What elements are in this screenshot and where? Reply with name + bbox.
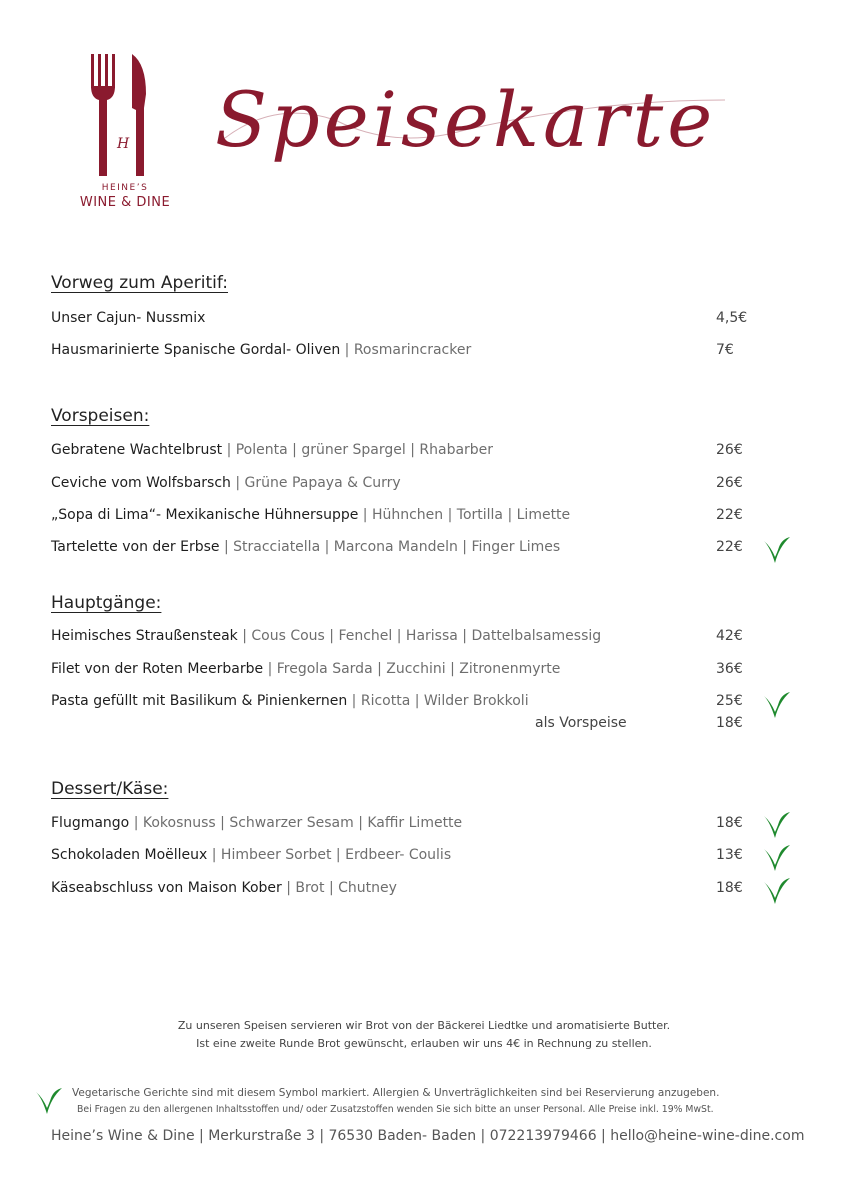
item-price: 36€ <box>716 661 743 677</box>
item-price: 25€ <box>716 693 743 709</box>
item-price: 18€ <box>716 880 743 896</box>
section-title-dessert: Dessert/Käse: <box>51 779 169 799</box>
item-name: Käseabschluss von Maison Kober <box>51 880 282 896</box>
item-name: Pasta gefüllt mit Basilikum & Pinienkernen <box>51 693 348 709</box>
brand-name-line1: HEINE’S <box>101 183 149 193</box>
menu-item <box>51 661 560 677</box>
legend-line1: Vegetarische Gerichte sind mit diesem Symbol markiert. Allergien & Unverträglichkeiten sind bei Reservierung anzugeben. <box>72 1087 720 1099</box>
menu-item <box>51 628 601 644</box>
menu-item <box>51 539 560 555</box>
menu-item <box>51 815 462 831</box>
brand-logo <box>70 50 180 215</box>
item-price: 26€ <box>716 442 743 458</box>
item-name: Schokoladen Moëlleux <box>51 847 208 863</box>
item-name: Gebratene Wachtelbrust <box>51 442 223 458</box>
menu-item <box>51 475 401 491</box>
menu-item <box>51 693 529 709</box>
section-title-hauptgaenge: Hauptgänge: <box>51 593 162 613</box>
vegetarian-leaf-icon <box>34 1084 64 1116</box>
item-price: 13€ <box>716 847 743 863</box>
menu-item <box>51 342 471 358</box>
item-name: Tartelette von der Erbse <box>51 539 220 555</box>
item-price: 18€ <box>716 815 743 831</box>
item-name: Hausmarinierte Spanische Gordal- Oliven <box>51 342 341 358</box>
page-title-text: Speisekarte <box>215 75 717 164</box>
item-description: | Fregola Sarda | Zucchini | Zitronenmyrte <box>263 661 561 677</box>
menu-item <box>51 880 397 896</box>
vegetarian-leaf-icon <box>762 688 792 720</box>
item-alt-label: als Vorspeise <box>535 715 627 731</box>
item-description: | Himbeer Sorbet | Erdbeer- Coulis <box>207 847 452 863</box>
item-description: | Kokosnuss | Schwarzer Sesam | Kaffir Limette <box>129 815 463 831</box>
item-alt-price: 18€ <box>716 715 743 731</box>
menu-item <box>51 847 451 863</box>
item-name: Flugmango <box>51 815 130 831</box>
item-name: Heimisches Straußensteak <box>51 628 238 644</box>
footer-contact: Heine’s Wine & Dine | Merkurstraße 3 | 76530 Baden- Baden | 072213979466 | hello@heine-wine-dine.com <box>51 1128 805 1144</box>
item-name: „Sopa di Lima“- Mexikanische Hühnersuppe <box>51 507 359 523</box>
item-description: | Rosmarincracker <box>340 342 472 358</box>
item-price: 4,5€ <box>716 310 748 326</box>
item-description: | Grüne Papaya & Curry <box>230 475 401 491</box>
item-name: Unser Cajun- Nussmix <box>51 310 206 326</box>
item-price: 42€ <box>716 628 743 644</box>
item-price: 22€ <box>716 539 743 555</box>
item-price: 7€ <box>716 342 734 358</box>
section-title-aperitif: Vorweg zum Aperitif: <box>51 273 229 293</box>
item-price: 22€ <box>716 507 743 523</box>
item-description: | Brot | Chutney <box>281 880 397 896</box>
item-description: | Polenta | grüner Spargel | Rhabarber <box>222 442 494 458</box>
bread-note-line2: Ist eine zweite Runde Brot gewünscht, erlauben wir uns 4€ in Rechnung zu stellen. <box>196 1037 652 1050</box>
item-description: | Stracciatella | Marcona Mandeln | Finger Limes <box>219 539 561 555</box>
vegetarian-leaf-icon <box>762 874 792 906</box>
bread-note-line1: Zu unseren Speisen servieren wir Brot von der Bäckerei Liedtke und aromatisierte Butter. <box>177 1019 671 1032</box>
section-title-vorspeisen: Vorspeisen: <box>51 406 150 426</box>
item-description: | Cous Cous | Fenchel | Harissa | Dattelbalsamessig <box>237 628 602 644</box>
fork-knife-icon <box>88 50 162 180</box>
item-name: Filet von der Roten Meerbarbe <box>51 661 264 677</box>
item-description: | Hühnchen | Tortilla | Limette <box>358 507 571 523</box>
page-title <box>215 60 745 180</box>
item-description: | Ricotta | Wilder Brokkoli <box>347 693 529 709</box>
vegetarian-leaf-icon <box>762 533 792 565</box>
menu-item <box>51 507 570 523</box>
item-price: 26€ <box>716 475 743 491</box>
item-name: Ceviche vom Wolfsbarsch <box>51 475 231 491</box>
menu-item <box>51 442 493 458</box>
brand-name-line2: WINE & DINE <box>79 195 171 210</box>
brand-monogram: H <box>117 136 130 152</box>
legend-line2: Bei Fragen zu den allergenen Inhaltsstoffen und/ oder Zusatzstoffen wenden Sie sich bitte an unser Personal. Alle Preise inkl. 19% MwSt. <box>77 1104 714 1115</box>
vegetarian-leaf-icon <box>762 808 792 840</box>
vegetarian-leaf-icon <box>762 841 792 873</box>
menu-item <box>51 310 205 326</box>
